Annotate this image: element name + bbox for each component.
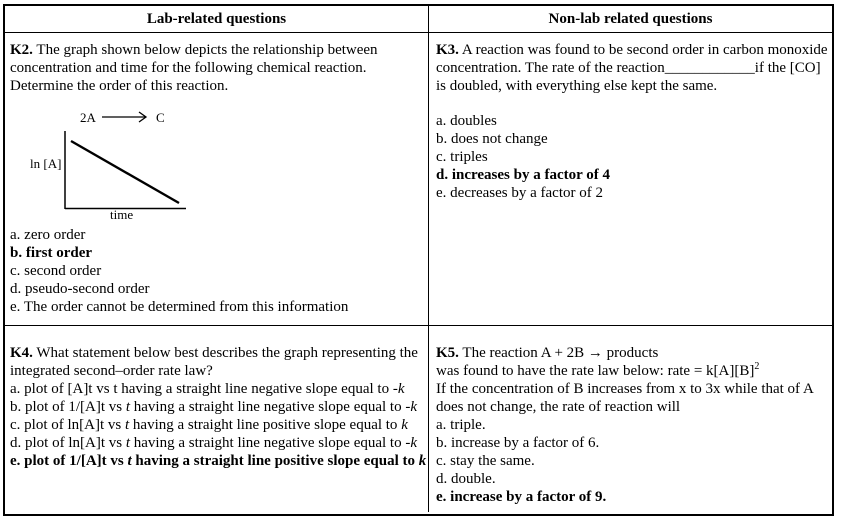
k4-option-e: [10, 452, 427, 470]
k4-option-c-italic-1: t: [124, 417, 130, 433]
k5-options: [436, 416, 828, 506]
k5-number: K5.: [436, 345, 459, 361]
k2-option-e: e. The order cannot be determined from this information: [10, 299, 349, 315]
k4-text: What statement below best describes the graph representing the integrated second–order rate law?: [10, 345, 418, 379]
k2-option-d: d. pseudo-second order: [10, 281, 150, 297]
k4-option-e-italic-1: t: [127, 453, 132, 469]
k4-number: K4.: [10, 345, 33, 361]
k2-number: K2.: [10, 42, 33, 58]
k4-option-c-text-2: having a straight line positive slope equal to: [129, 417, 402, 433]
k2-question-text: [10, 41, 422, 95]
k3-option-d: d. increases by a factor of 4: [436, 167, 611, 183]
k4-option-e-text: e. plot of 1/[A]t vs: [10, 453, 128, 469]
k4-question-text: [10, 344, 422, 380]
k4-option-b-text: b. plot of 1/[A]t vs: [10, 399, 126, 415]
reaction-product-label: C: [156, 110, 165, 125]
k4-option-b: [10, 398, 422, 416]
k2-options: [10, 226, 422, 316]
cell-k3: [429, 33, 832, 325]
k5-option-c: c. stay the same.: [436, 453, 535, 469]
header-nonlab-questions: Non-lab related questions: [548, 11, 713, 27]
k5-option-a: a. triple.: [436, 417, 486, 433]
k4-option-d: [10, 434, 422, 452]
k5-rate-law-line: [436, 362, 828, 380]
data-line: [71, 141, 179, 203]
k4-option-e-text-2: having a straight line positive slope equal to: [131, 453, 419, 469]
k4-option-b-italic-1: t: [125, 399, 130, 415]
k4-option-a-italic-1: k: [397, 381, 405, 397]
k2-option-c: c. second order: [10, 263, 102, 279]
k5-option-b: b. increase by a factor of 6.: [436, 435, 600, 451]
k2-option-b: b. first order: [10, 245, 93, 261]
k2-option-a: a. zero order: [10, 227, 86, 243]
k4-option-d-text-2: having a straight line negative slope equal to -: [130, 435, 411, 451]
k3-text: A reaction was found to be second order in carbon monoxide concentration. The rate of the reaction____________if the [CO] is doubled, with everything else kept the same.: [436, 42, 828, 94]
reaction-reactant-label: 2A: [80, 110, 96, 125]
x-axis-label: time: [110, 207, 134, 221]
k4-option-d-italic-1: t: [125, 435, 130, 451]
cell-k5: [429, 326, 832, 512]
cell-k4: [5, 326, 429, 512]
k5-rate-law-text: was found to have the rate law below: rate = k[A][B]: [436, 363, 755, 379]
k5-option-d: d. double.: [436, 471, 496, 487]
k4-options: [10, 380, 427, 470]
k5-rate-law-exponent: 2: [754, 361, 760, 372]
k3-option-e: e. decreases by a factor of 2: [436, 185, 603, 201]
k4-option-c-italic-2: k: [401, 417, 408, 433]
k3-option-c: c. triples: [436, 149, 488, 165]
k4-option-d-italic-2: k: [410, 435, 418, 451]
k3-options: [436, 112, 828, 202]
k4-option-a-text: a. plot of [A]t vs t having a straight line negative slope equal to -: [10, 381, 398, 397]
table-row-1: [5, 33, 832, 326]
k4-option-c-text: c. plot of ln[A]t vs: [10, 417, 125, 433]
k3-number: K3.: [436, 42, 459, 58]
k5-line1: [436, 344, 828, 362]
k5-line1-text: The reaction A + 2B → products: [458, 345, 659, 361]
header-lab-questions: Lab-related questions: [5, 6, 429, 32]
table-row-2: [5, 326, 832, 512]
quiz-table: [3, 4, 834, 516]
k4-option-b-italic-2: k: [410, 399, 418, 415]
k2-graph: [26, 105, 196, 221]
k3-option-b: b. does not change: [436, 131, 548, 147]
k2-text: The graph shown below depicts the relationship between concentration and time for the following chemical reaction. Determine the order of this reaction.: [10, 42, 378, 94]
k3-question-text: [436, 41, 828, 95]
k5-line3: If the concentration of B increases from x to 3x while that of A does not change, the rate of reaction will: [436, 381, 813, 415]
k4-option-b-text-2: having a straight line negative slope equal to -: [130, 399, 411, 415]
k4-option-d-text: d. plot of ln[A]t vs: [10, 435, 126, 451]
k4-option-c: [10, 416, 422, 434]
k5-option-e: e. increase by a factor of 9.: [436, 489, 607, 505]
k3-option-a: a. doubles: [436, 113, 497, 129]
k4-option-e-italic-2: k: [418, 453, 427, 469]
y-axis-label: ln [A]: [30, 156, 62, 171]
k4-option-a: [10, 380, 422, 398]
cell-k2: [5, 33, 429, 325]
table-header-row: [5, 6, 832, 33]
